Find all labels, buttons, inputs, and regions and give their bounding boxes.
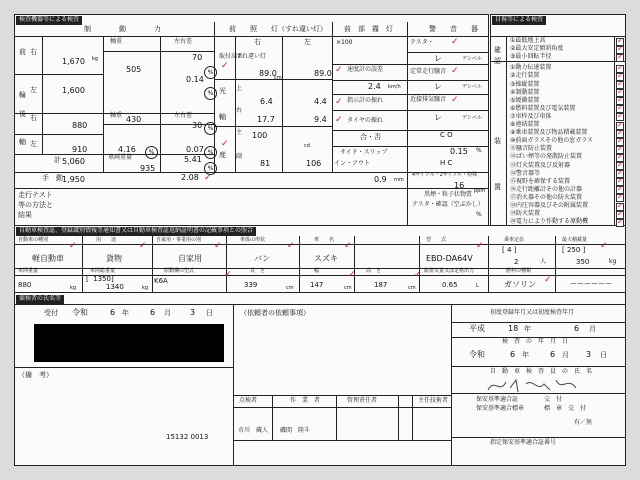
total-weight-unit: kg	[142, 285, 149, 291]
vehicle-column-header: 幅	[314, 268, 320, 274]
check-mark: ✓	[617, 127, 624, 137]
check-mark: ✓	[617, 200, 624, 210]
check-mark: ✓	[617, 103, 624, 113]
first-year: 18	[508, 324, 519, 333]
visual-item: ③操縦装置	[510, 80, 540, 88]
worker-names: 市川 蔵人 磯間 陸斗	[238, 427, 311, 434]
load-top-value: 250	[566, 246, 581, 254]
inout-label: イン・アウト	[334, 160, 371, 167]
side-left-value: 9.4	[314, 115, 327, 124]
horn-tester-label: テスタ・	[410, 39, 434, 46]
received-era: 令和	[72, 308, 88, 317]
parking-value: 1,950	[62, 175, 85, 184]
load-unit: kg	[609, 258, 617, 265]
check-mark: ✓	[214, 241, 222, 251]
vehicle-column-header: 長 さ	[250, 268, 266, 274]
visual-item: ⑥燃料装置及び電気装置	[510, 104, 576, 112]
first-m: 月	[589, 325, 596, 333]
vehicle-private: 自家用	[178, 254, 202, 263]
parking-ratio: 2.08	[181, 173, 199, 182]
inspect-month: 6	[550, 350, 556, 359]
maint-line1: 保安基準適合証	[476, 396, 519, 403]
visual-item: ⑯走行距離計その他の計器	[510, 185, 583, 193]
bright-label: 度	[219, 151, 226, 159]
axle-weight-label: 軸重	[110, 38, 123, 45]
co-label: C O	[440, 131, 453, 139]
check-mark: ✓	[204, 173, 212, 183]
inspect-m: 月	[562, 351, 569, 359]
up-right-value: 6.4	[260, 97, 273, 106]
driving-test-line1: 走行テスト	[18, 191, 53, 199]
maint-none: 有／無	[574, 419, 593, 426]
staff-header: 値検者の氏名等	[16, 295, 64, 304]
front-left-value: 1,600	[62, 86, 85, 95]
vehicle-weight-unit: kg	[70, 285, 77, 291]
inspect-date-label: 検 査 の 年 月 日	[502, 338, 569, 345]
vehicle-column-header: 車両総重量	[90, 268, 116, 274]
check-circle: %	[204, 87, 217, 100]
visual-item: ⑱内圧容器及びその附属装置	[510, 202, 589, 209]
mount-right-value: 89.0	[259, 69, 277, 78]
horn-db: デシベル	[462, 56, 482, 62]
smoke-label: 黒煙・粒子状物質	[424, 191, 473, 198]
front-label: 前	[19, 48, 26, 56]
visual-item: ②走行装置	[510, 72, 540, 80]
received-d: 日	[206, 309, 213, 317]
check-mark: ✓	[335, 97, 343, 107]
visual-item: ③最小回転半径	[510, 53, 552, 61]
inspection-sheet	[14, 14, 626, 466]
check-mark: ✓	[617, 79, 624, 88]
first-reg-label: 初度登録年月又は初度検査年月	[490, 309, 575, 316]
fixed-label: 定常走行騒音	[410, 68, 447, 75]
check-mark: ✓	[451, 66, 459, 76]
check-mark: ✓	[617, 35, 624, 45]
check-mark: ✓	[221, 61, 229, 71]
first-y: 年	[524, 325, 531, 333]
vehicle-weight-value2: 880	[18, 281, 32, 289]
unit-cd: cd	[304, 143, 310, 149]
mount-left-value: 89.0	[314, 69, 332, 78]
front-diff-left: 0.14	[186, 75, 204, 84]
rear-axle-value: 430	[126, 115, 142, 124]
visual-item: ⑲防火装置	[510, 210, 541, 218]
check-circle: %	[204, 66, 217, 79]
check-circle: %	[204, 162, 217, 175]
visual-side-label: 認	[494, 57, 501, 65]
tire-value: 合・否	[360, 133, 381, 141]
up-label: 上	[236, 85, 243, 92]
fixed-value: レ	[434, 82, 442, 91]
check-mark: ✓	[617, 135, 624, 145]
hc-value: 16	[454, 181, 465, 190]
maint-line4: 標 章 交 付	[544, 405, 587, 412]
visual-item: ①動力伝達装置	[510, 64, 552, 72]
vehicle-maker: スズキ	[314, 254, 338, 263]
driving-test-line2: 等の方法と	[18, 201, 53, 209]
inspect-y: 年	[522, 351, 529, 359]
visual-item: ⑬灯火装置及び反射器	[510, 161, 571, 169]
check-mark: ✓	[600, 241, 608, 251]
height-unit: cm	[408, 285, 416, 291]
exhaust-value: レ	[434, 113, 442, 122]
sideslip-value: 0.9	[374, 175, 387, 184]
client-request-label: （依頼者の依頼事項）	[240, 309, 310, 317]
check-mark: ✓	[287, 241, 295, 251]
inspect-day: 3	[586, 350, 592, 359]
headlamp-title: 前 照 灯（すれ違い灯）	[229, 25, 327, 33]
visual-header: 目視等による検査	[492, 16, 546, 25]
remarks-label: （備 考）	[18, 371, 53, 379]
vehicle-width: 147	[310, 281, 324, 289]
exhaust-db: デシベル	[462, 115, 482, 121]
visual-item-checkbox	[616, 216, 624, 227]
visual-item-checkbox	[616, 51, 624, 62]
inspect-era: 令和	[469, 350, 485, 359]
visual-item: ⑤緩衝装置	[510, 96, 540, 104]
rear-left-value: 910	[72, 145, 88, 154]
visual-item: ⑩前面ガラスその他の窓ガラス	[510, 137, 594, 145]
check-mark: ✓	[617, 70, 624, 80]
rear-left-label: 左	[30, 140, 37, 148]
check-mark: ✓	[224, 270, 232, 280]
visual-item: ⑭警音器等	[510, 169, 541, 177]
brake-title: 制 動 力	[84, 25, 161, 33]
check-mark: ✓	[617, 184, 624, 194]
unit-kg: kg	[92, 56, 99, 62]
inspector-signature	[484, 374, 584, 396]
speedo-label: 速度計の誤差	[347, 66, 384, 73]
check-mark: ✓	[544, 275, 552, 285]
inspector-label: 自 動 車 検 査 員 の 氏 名	[490, 368, 593, 375]
inspect-year: 6	[510, 350, 516, 359]
vehicle-weight-value: 935	[140, 164, 156, 173]
width-unit: cm	[344, 285, 352, 291]
rear-label: 後	[19, 110, 26, 118]
inspect-d: 日	[600, 351, 607, 359]
check-mark: ✓	[617, 87, 624, 97]
light-label: 光	[219, 87, 226, 95]
horn-value: レ	[434, 54, 442, 63]
sub-left-value: 106	[306, 159, 322, 168]
axle-label: 軸	[19, 138, 26, 146]
check-mark: ✓	[335, 65, 343, 75]
speedo-value: 2.4	[368, 82, 381, 91]
check-mark: ✓	[348, 270, 356, 280]
visual-item: ⑦車枠及び車体	[510, 112, 552, 120]
load-top: [ 250 ]	[562, 246, 586, 254]
main-right-value: 100	[252, 131, 268, 140]
vehicle-length: 339	[244, 281, 258, 289]
vehicle-column-header: 自家用・事業用の別	[156, 237, 202, 243]
vehicle-column-header: 車両重量	[18, 268, 39, 274]
front-right-value: 1,670	[62, 57, 85, 66]
total-label: 計	[54, 156, 61, 164]
main-label: 主	[236, 129, 243, 136]
visual-item: ⑳電力により作動する原動機	[510, 218, 589, 226]
sub-label: 副	[236, 153, 243, 160]
front-axle-value: 505	[126, 65, 142, 74]
tire-label: タイヤの振れ	[347, 117, 383, 124]
displacement: 0.65	[442, 281, 458, 289]
smoke-sub: テスタ・確認（空ぶかし）	[412, 201, 484, 208]
vehicle-column-header: 乗車定員	[504, 237, 525, 243]
staff-column-header: 主任技術者	[418, 397, 449, 404]
capacity-top-value: 4	[506, 246, 512, 254]
wheel-label: 輪	[19, 91, 26, 99]
maint-line2: 保安基準適合標章	[476, 405, 525, 412]
check-mark: ✓	[476, 241, 484, 251]
check-mark: ✓	[617, 111, 624, 121]
instrument-header: 検査機器等による検査	[16, 16, 82, 25]
vehicle-header: 自動車検査証、登録識別情報等通知書又は自動車検査証返納証明書の記載事項との照合	[16, 227, 256, 236]
received-y: 年	[122, 309, 129, 317]
rear-diff-right: 30	[192, 121, 203, 130]
visual-item: ⑨乗車装置及び物品積載装置	[510, 129, 588, 137]
vehicle-column-header: 自動車の種別	[18, 237, 49, 243]
co-unit: %	[476, 147, 482, 154]
check-mark: ✓	[617, 43, 624, 53]
pass-label: すれ違い灯	[236, 53, 267, 60]
check-mark: ✓	[617, 119, 624, 129]
visual-side-label: 置	[494, 183, 501, 191]
check-mark: ✓	[335, 115, 343, 125]
diff-label: 左右差	[174, 38, 193, 45]
vehicle-body: バン	[254, 254, 270, 263]
check-circle: %	[204, 122, 217, 135]
exhaust-label: 近接排気騒音	[410, 96, 447, 103]
received-day: 3	[190, 308, 196, 317]
sideslip-unit: mm	[394, 177, 404, 183]
unit-cm: cm	[274, 75, 282, 81]
rear-right-label: 右	[30, 114, 37, 122]
fixed-db: デシベル	[462, 84, 482, 90]
up-left-value: 4.4	[314, 97, 327, 106]
fuel-type: ガソリン	[504, 280, 536, 289]
speedo-unit: km/h	[388, 84, 401, 90]
engine-model: K6A	[154, 277, 168, 285]
co-value: 0.15	[450, 147, 468, 156]
visual-item: ②最大安定傾斜角度	[510, 45, 564, 53]
vehicle-column-header: 総排気量又は定格出力	[424, 268, 475, 274]
vehicle-column-header: 車 名	[314, 237, 335, 243]
front-right-label: 右	[30, 48, 37, 56]
vehicle-column-header: 車体の形状	[240, 237, 266, 243]
axis-label: 軸	[219, 113, 226, 121]
vehicle-column-header: 燃料の種類	[506, 268, 532, 274]
smoke-unit: %	[476, 211, 482, 218]
sub-right-value: 81	[260, 159, 271, 168]
check-mark: ✓	[617, 168, 624, 178]
check-mark: ✓	[617, 192, 624, 202]
visual-item: ⑧連結装置	[510, 121, 540, 128]
headlamp-right: 右	[254, 38, 261, 46]
vehicle-column-header: 用 途	[96, 237, 117, 243]
horn-title: 警 音 器	[429, 25, 478, 33]
vehicle-column-header: 原動機の型式	[164, 268, 195, 274]
right-dir-label: 右	[236, 107, 243, 114]
displacement-unit: L	[476, 283, 479, 289]
visual-item: ⑰消火器その他の防火装置	[510, 193, 583, 201]
check-mark: ✓	[617, 51, 624, 61]
capacity-bottom: 2	[514, 258, 519, 266]
first-month: 6	[574, 324, 580, 333]
total-weight-top-value: 1350	[93, 275, 112, 283]
vehicle-model: EBD-DA64V	[426, 254, 473, 263]
total-value: 5,060	[62, 157, 85, 166]
check-mark: ✓	[221, 139, 229, 149]
capacity-unit: 人	[540, 258, 547, 265]
vehicle-column-header: 型 式	[426, 237, 447, 243]
check-mark: ✓	[344, 241, 352, 251]
driving-test-line3: 結果	[18, 211, 32, 219]
received-m: 月	[164, 309, 171, 317]
fog-x100: ×100	[336, 39, 353, 46]
check-circle: %	[204, 146, 217, 159]
hc-label: H C	[440, 159, 453, 167]
vehicle-use: 貨物	[106, 254, 122, 263]
maint-line3: 交 付	[544, 396, 563, 403]
check-mark: ✓	[617, 62, 624, 72]
vehicle-column-header: 最大積載量	[562, 237, 588, 243]
check-mark: ✓	[617, 95, 624, 105]
mount-label: 取付高さ	[219, 53, 244, 60]
visual-item: ⑪騒音防止装置	[510, 145, 553, 153]
staff-column-header: 作 業 者	[290, 397, 321, 404]
staff-column-header: 管理責任者	[347, 397, 378, 404]
rear-diff-left: 0.07	[186, 145, 204, 154]
fuel-dashes: ーーーーーー	[570, 280, 612, 288]
check-circle: %	[145, 146, 158, 159]
check-mark: ✓	[617, 216, 624, 226]
side-right-value: 17.7	[257, 115, 275, 124]
visual-item: ④制動装置	[510, 88, 540, 96]
total-weight-top: [ 1350]	[86, 275, 114, 283]
rear-diff-label: 左右差	[174, 112, 193, 119]
record-number: 15132 0013	[166, 433, 209, 441]
parking-label: 手 動	[42, 174, 63, 182]
shop-number-label: 指定保安基準適合証番号	[490, 439, 557, 446]
check-mark: ✓	[617, 176, 624, 186]
rear-right-value: 880	[72, 121, 88, 130]
total-ratio: 5.41	[184, 155, 202, 164]
check-mark: ✓	[139, 241, 147, 251]
front-diff-right: 70	[192, 53, 203, 62]
front-left-label: 左	[30, 86, 37, 94]
visual-side-label: 装	[494, 137, 501, 145]
vehicle-height: 187	[374, 281, 388, 289]
check-mark: ✓	[617, 151, 624, 161]
check-mark: ✓	[69, 241, 77, 251]
rear-pct-value: 4.16	[118, 145, 136, 154]
cycle-label: 4サイクル・2サイクル・特殊	[412, 172, 478, 178]
hc-unit: ppm	[474, 188, 486, 194]
visual-item: ①最低地上高	[510, 37, 546, 44]
received-year: 6	[110, 308, 116, 317]
rear-axle-label: 軸重	[110, 112, 123, 119]
check-mark: ✓	[451, 37, 459, 47]
indicator-label: 指示計の振れ	[347, 97, 384, 104]
received-label: 受付	[44, 309, 58, 317]
check-mark: ✓	[414, 270, 422, 280]
capacity-top: [ 4 ]	[502, 246, 517, 254]
vehicle-weight-label: 車両重量	[108, 154, 133, 161]
headlamp-left: 左	[304, 38, 311, 46]
vehicle-column-header: 高 さ	[366, 268, 382, 274]
check-mark: ✓	[617, 208, 624, 218]
visual-item: ⑮視野を確保する装置	[510, 177, 571, 185]
sideslip-label: サイド・スリップ	[340, 149, 388, 156]
vehicle-kind: 軽自動車	[32, 254, 64, 263]
total-weight: 1340	[106, 283, 124, 291]
check-mark: ✓	[451, 95, 459, 105]
fog-title: 前 部 霧 灯	[344, 25, 393, 33]
received-month: 6	[150, 308, 156, 317]
redacted-name-box	[34, 324, 224, 362]
visual-side-label: 確	[494, 46, 501, 54]
first-era: 平成	[469, 324, 485, 333]
check-mark: ✓	[617, 143, 624, 153]
check-mark: ✓	[617, 160, 624, 169]
visual-item: ⑫ばい煙等の発散防止装置	[510, 153, 583, 161]
load-bottom: 350	[576, 258, 590, 266]
length-unit: cm	[286, 285, 294, 291]
staff-column-header: 点検者	[239, 397, 258, 404]
